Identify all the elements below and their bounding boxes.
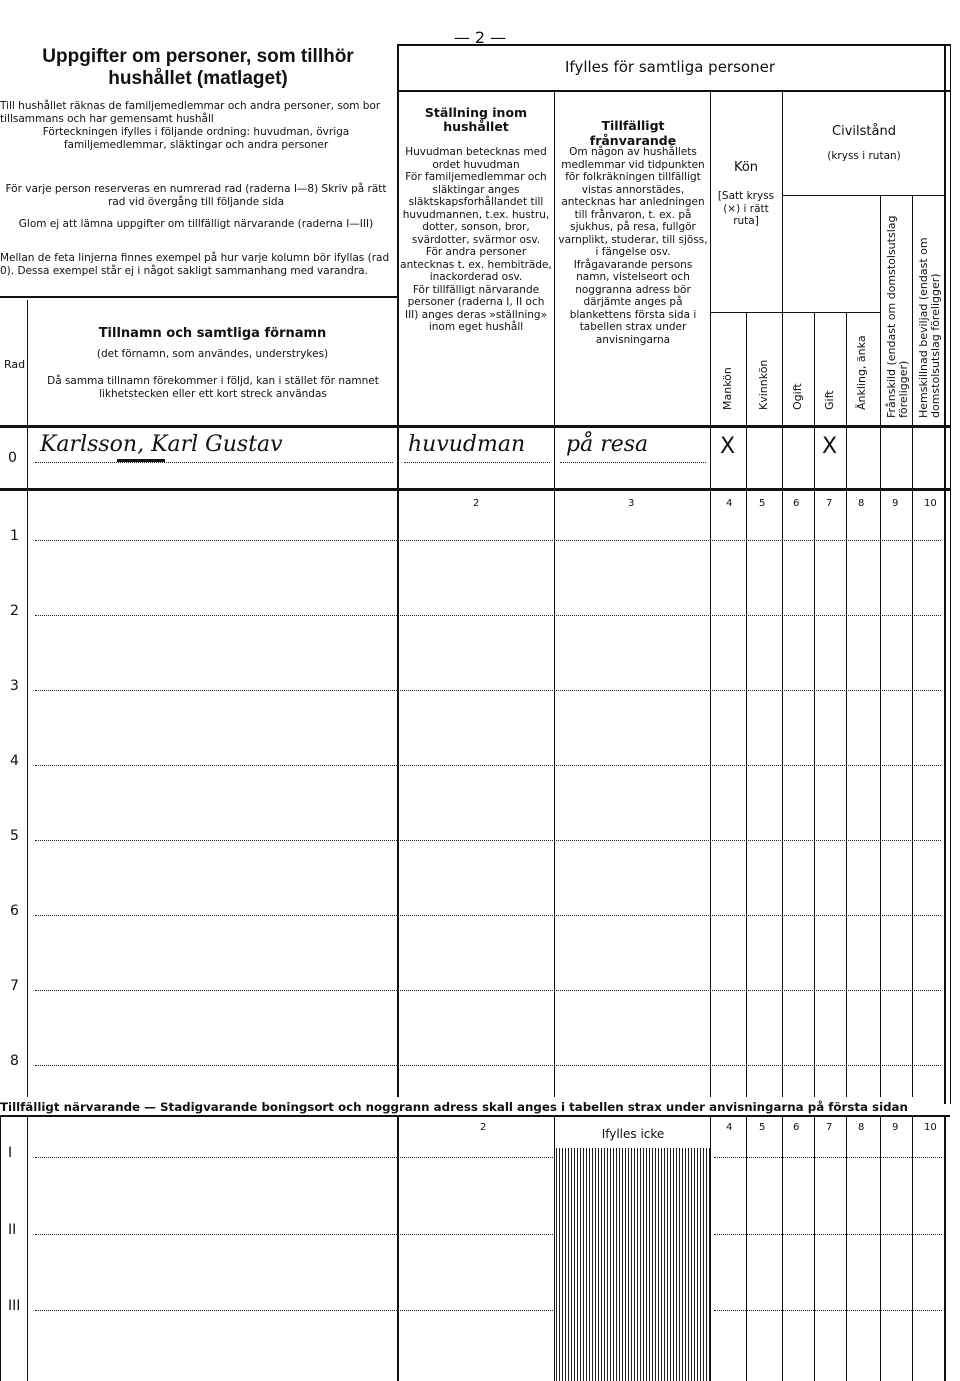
example-franvarande: på resa: [566, 432, 649, 457]
col-num-8: 8: [858, 498, 865, 509]
name-column-title: Tillnamn och samtliga förnamn: [98, 326, 327, 341]
row-number: 7: [10, 978, 19, 994]
gift-label: Gift: [823, 390, 836, 410]
example-name: Karlsson, Karl Gustav: [40, 432, 283, 457]
col-num-2: 2: [473, 498, 480, 509]
kon-text: [Satt kryss (×) i rätt ruta]: [717, 190, 775, 227]
franskild-label: Frånskild (endast om domstolsutslag föreligger): [885, 215, 910, 418]
row-number: 3: [10, 678, 19, 694]
row-number: III: [8, 1298, 21, 1314]
col-num-7: 7: [826, 498, 833, 509]
bottom-col-num-8: 8: [858, 1122, 865, 1133]
example-stallning: huvudman: [408, 432, 526, 457]
left-panel-text-2: Förteckningen ifylles i följande ordning: huvudman, övriga familjemedlemmar, släktingar och andra personer: [42, 126, 350, 151]
col-num-3: 3: [628, 498, 635, 509]
bottom-header: Tillfälligt närvarande — Stadigvarande boningsort och noggrann adress skall anges i tabellen strax under anvisningarna på första sidan: [0, 1100, 908, 1114]
left-panel-text-4: Glom ej att lämna uppgifter om tillfälligt närvarande (raderna I—III): [18, 218, 374, 230]
bottom-col-num-5: 5: [759, 1122, 766, 1133]
row-number: 2: [10, 603, 19, 619]
row-number: 1: [10, 528, 19, 544]
col-num-10: 10: [924, 498, 937, 509]
tillfalligt-text: Om någon av hushållets medlemmar vid tidpunkten för folkräkningen tillfälligt vistas annorstädes, antecknas har anledningen till frånvaron, t. ex. på sjukhus, på resa, fullgör varnplikt, studerar, till sjöss, i fängelse osv. Ifrågavarande persons namn, vistelseort och noggranna adress bör därjämte anges på blankettens första sida i tabellen strax under anvisningarna: [558, 146, 708, 346]
col-num-4: 4: [726, 498, 733, 509]
page-number: — 2 —: [453, 28, 507, 47]
fylles-icke-label: Ifylles icke: [601, 1127, 665, 1141]
example-civil-mark: X: [822, 434, 838, 459]
stallning-text: Huvudman betecknas med ordet huvudman För familjemedlemmar och släktingar anges släktskapsforhållandet till huvudmannen, t.ex. hustru, dotter, sonson, bror, svärdotter, svärmor osv. För andra personer antecknas t. ex. hembiträde, inackorderad osv. För tillfälligt närvarande personer (raderna I, II och III) anges deras »ställning» inom eget hushåll: [400, 146, 552, 333]
col-num-5: 5: [759, 498, 766, 509]
row-number: II: [8, 1222, 17, 1238]
ankling-label: Änkling, änka: [855, 335, 868, 410]
row-number: 4: [10, 753, 19, 769]
row-number: 6: [10, 903, 19, 919]
bottom-col-num-2: 2: [480, 1122, 487, 1133]
bottom-col-num-7: 7: [826, 1122, 833, 1133]
row-number-0: 0: [8, 450, 17, 466]
col-num-9: 9: [892, 498, 899, 509]
bottom-col-num-9: 9: [892, 1122, 899, 1133]
col-num-6: 6: [793, 498, 800, 509]
example-kon-mark: X: [720, 434, 736, 459]
row-number: 8: [10, 1053, 19, 1069]
mankon-label: Mankön: [721, 367, 734, 410]
bottom-col-num-4: 4: [726, 1122, 733, 1133]
stallning-title: Ställning inom hushållet: [424, 105, 528, 134]
left-panel-text-3: För varje person reserveras en numrerad rad (raderna I—8) Skriv på rätt rad vid övergång till följande sida: [5, 183, 387, 208]
kvinnkon-label: Kvinnkön: [757, 359, 770, 410]
row-number: I: [8, 1145, 13, 1161]
civil-title: Civilstånd: [832, 124, 896, 139]
hemskillnad-label: Hemskillnad beviljad (endast om domstolsutslag föreligger): [917, 237, 942, 418]
left-panel-text-1: Till hushållet räknas de familjemedlemmar och andra personer, som bor tillsammans och har gemensamt hushåll: [0, 100, 381, 125]
bottom-col-num-6: 6: [793, 1122, 800, 1133]
banner: Ifylles för samtliga personer: [565, 58, 775, 76]
rad-label: Rad: [4, 358, 26, 371]
bottom-col-num-10: 10: [924, 1122, 937, 1133]
hatched-block: [556, 1148, 710, 1381]
row-number: 5: [10, 828, 19, 844]
left-panel-title: Uppgifter om personer, som tillhör hushållet (matlaget): [42, 46, 354, 89]
kon-title: Kön: [733, 160, 759, 175]
name-column-note: (det förnamn, som användes, understrykes): [96, 348, 329, 360]
ogift-label: Ogift: [791, 383, 804, 410]
tillfalligt-title: Tillfälligt frånvarande: [589, 118, 677, 148]
name-column-rule: Då samma tillnamn förekommer i följd, kan i stället för namnet likhetstecken eller ett kort streck användas: [47, 375, 379, 400]
civil-text: (kryss i rutan): [827, 150, 901, 162]
left-panel-text-5: Mellan de feta linjerna finnes exempel på hur varje kolumn bör ifyllas (rad 0). Dessa exempel står ej i något sakligt sammanhang med varandra.: [0, 252, 390, 277]
